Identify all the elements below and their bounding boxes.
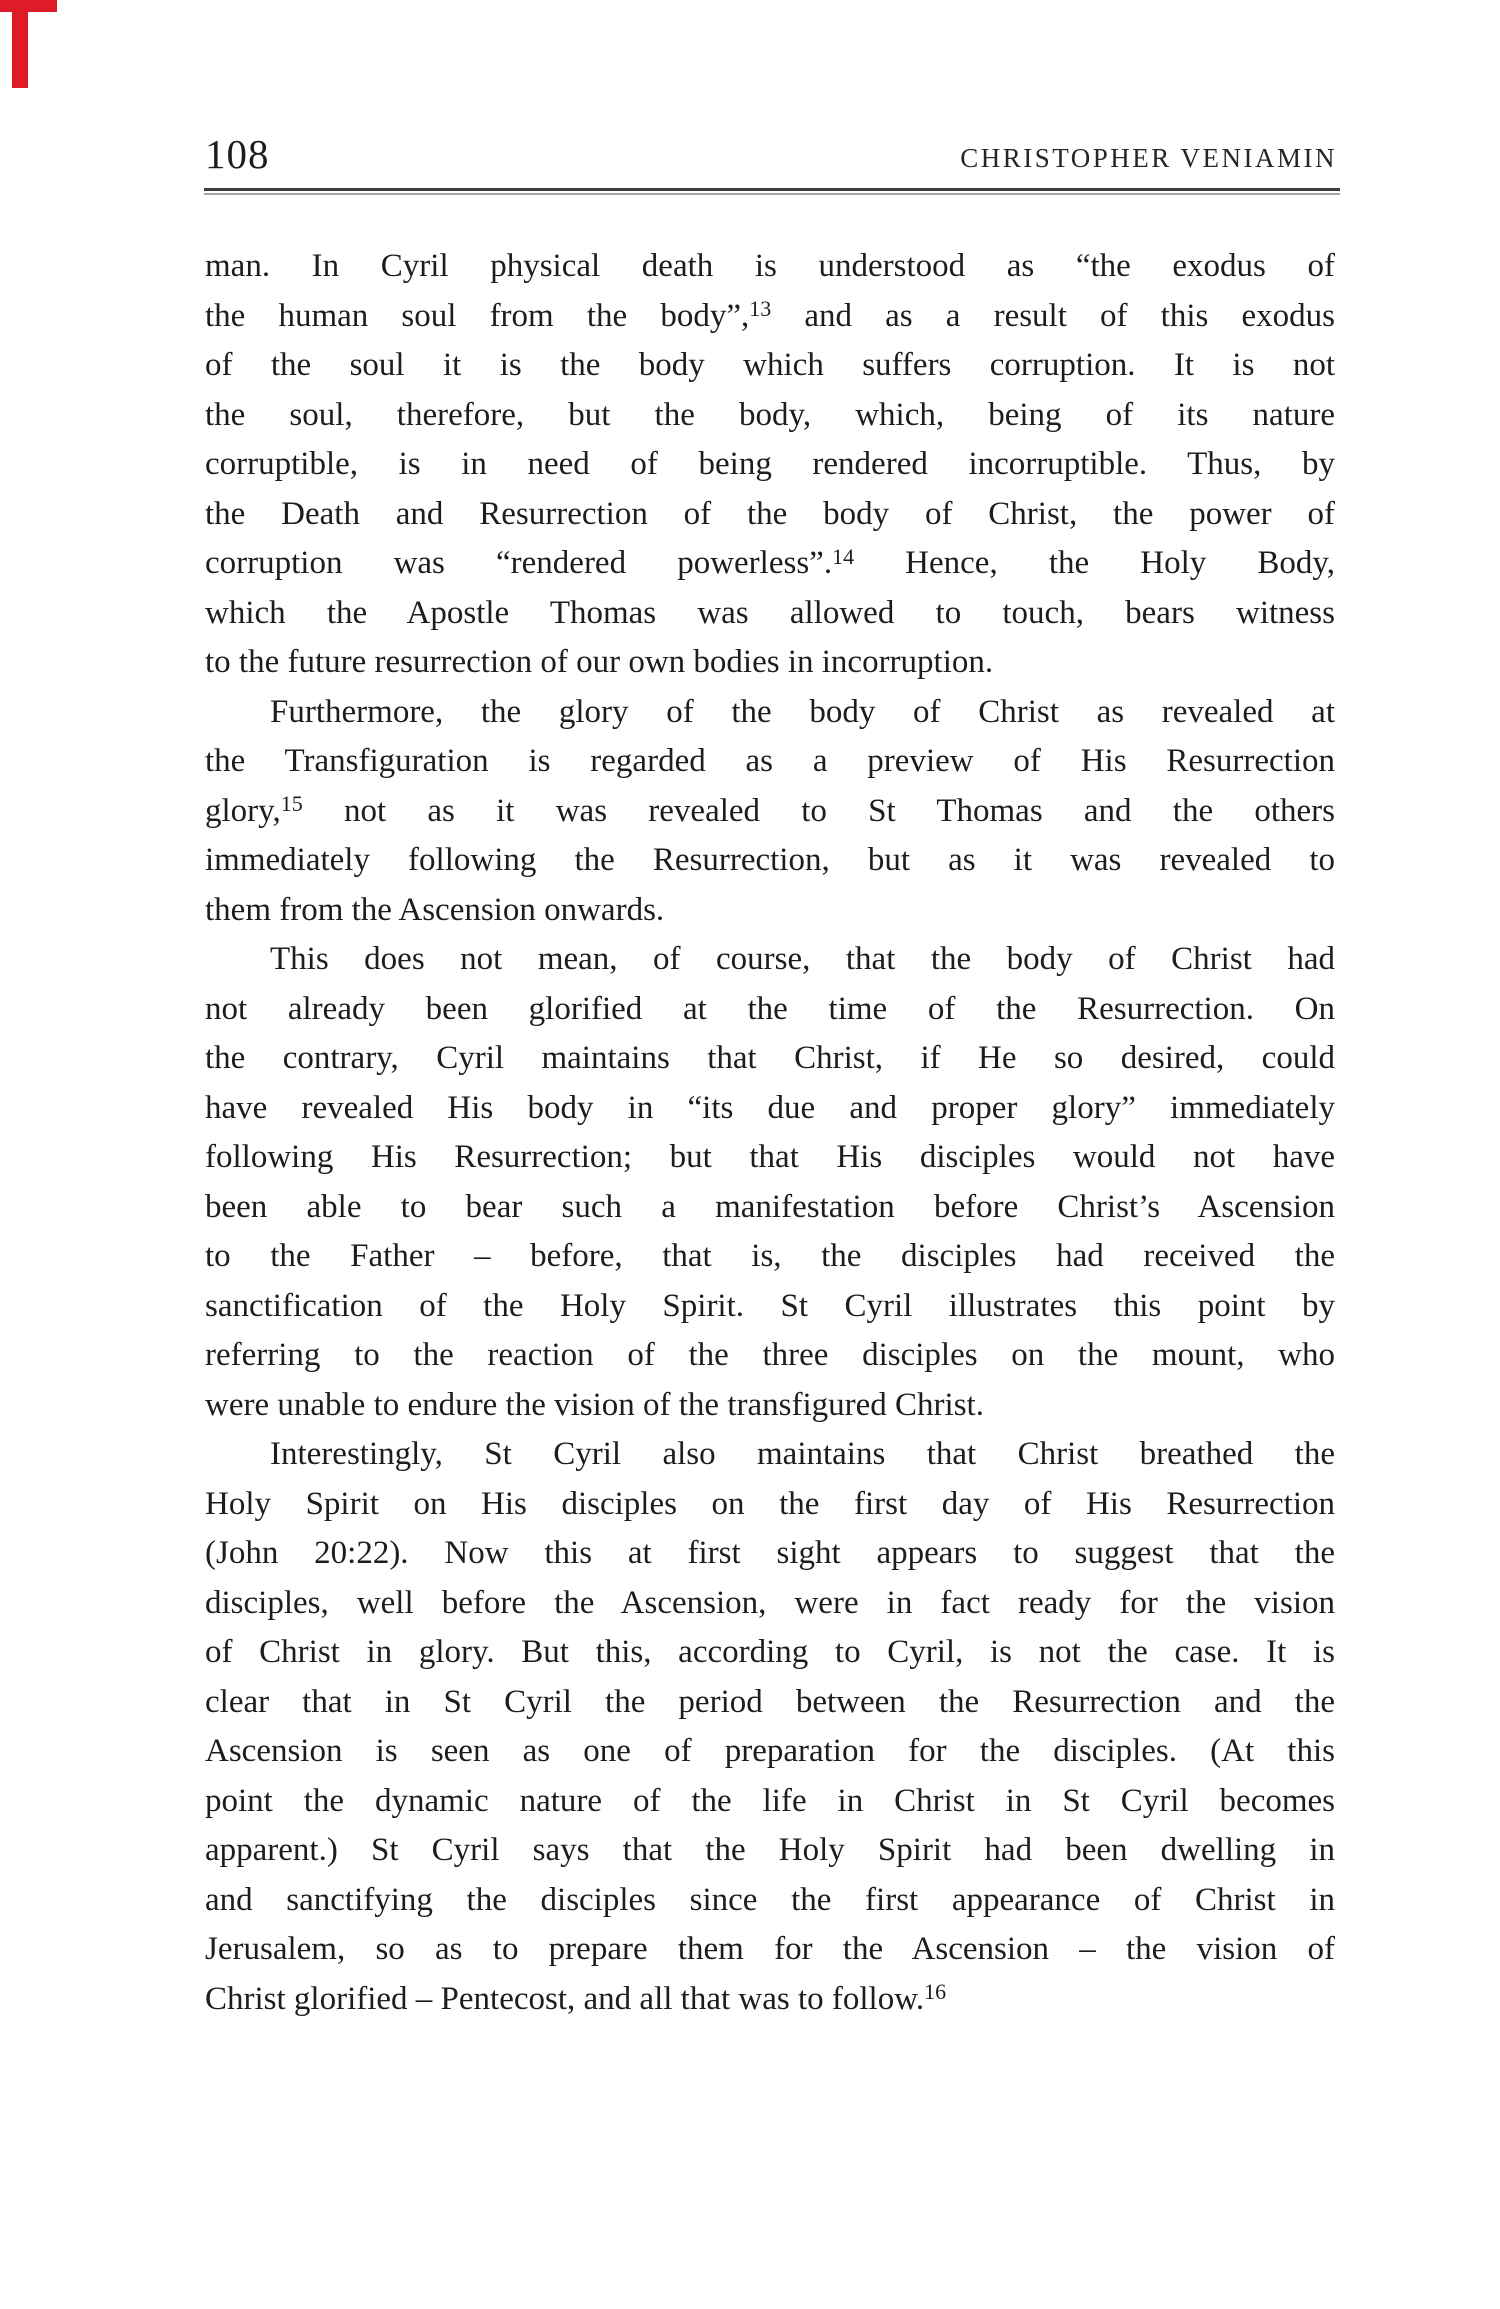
header-rule-light-line bbox=[204, 193, 1340, 195]
text-line: of the soul it is the body which suffers corruption. It is not bbox=[205, 347, 1335, 383]
text-line: (John 20:22). Now this at first sight appears to suggest that the bbox=[205, 1535, 1335, 1571]
footnote-ref: 13 bbox=[749, 296, 772, 322]
text-line: the human soul from the body”,$^{13}$ and as a result of this exodus bbox=[205, 296, 1335, 334]
page-header bbox=[205, 131, 1337, 177]
text-line: to the future resurrection of our own bodies in incorruption. bbox=[205, 644, 994, 680]
text-line: were unable to endure the vision of the transfigured Christ. bbox=[205, 1386, 984, 1423]
text-line: glory,$^{15}$ not as it was revealed to St Thomas and the others bbox=[205, 791, 1335, 829]
text-line: the Death and Resurrection of the body of Christ, the power of bbox=[205, 495, 1335, 532]
running-head: CHRISTOPHER VENIAMIN bbox=[960, 143, 1337, 173]
page-number: 108 bbox=[205, 131, 270, 177]
scan-mark-red-vertical bbox=[12, 0, 28, 88]
text-line: apparent.) St Cyril says that the Holy Spirit had been dwelling in bbox=[205, 1832, 1335, 1868]
text-line: Interestingly, St Cyril also maintains that Christ breathed the bbox=[270, 1436, 1335, 1472]
text-line: them from the Ascension onwards. bbox=[205, 891, 665, 928]
scan-mark-red-horizontal bbox=[0, 0, 57, 12]
text-line: disciples, well before the Ascension, were in fact ready for the vision bbox=[205, 1584, 1335, 1621]
text-line: Jerusalem, so as to prepare them for the Ascension – the vision of bbox=[205, 1931, 1335, 1967]
text-line: Christ glorified – Pentecost, and all that was to follow.$^{16}$ bbox=[205, 1979, 947, 2017]
text-line: the contrary, Cyril maintains that Christ, if He so desired, could bbox=[205, 1040, 1335, 1076]
text-line: and sanctifying the disciples since the first appearance of Christ in bbox=[205, 1881, 1335, 1918]
text-block bbox=[205, 242, 1335, 2024]
text-line: This does not mean, of course, that the body of Christ had bbox=[270, 941, 1335, 977]
text-line: point the dynamic nature of the life in Christ in St Cyril becomes bbox=[205, 1782, 1335, 1819]
text-line: man. In Cyril physical death is understood as “the exodus of bbox=[205, 248, 1335, 284]
text-line: immediately following the Resurrection, but as it was revealed to bbox=[205, 842, 1335, 878]
footnote-ref: 14 bbox=[832, 543, 855, 569]
footnote-ref: 15 bbox=[280, 791, 303, 817]
text-line: which the Apostle Thomas was allowed to touch, bears witness bbox=[205, 594, 1335, 631]
text-line: the Transfiguration is regarded as a preview of His Resurrection bbox=[205, 743, 1335, 779]
text-line: corruptible, is in need of being rendered incorruptible. Thus, by bbox=[205, 446, 1335, 482]
header-rule-dark-line bbox=[204, 188, 1340, 191]
text-line: to the Father – before, that is, the disciples had received the bbox=[205, 1238, 1335, 1274]
text-line: following His Resurrection; but that His disciples would not have bbox=[205, 1139, 1335, 1175]
text-line: referring to the reaction of the three disciples on the mount, who bbox=[205, 1337, 1335, 1373]
text-line: have revealed His body in “its due and proper glory” immediately bbox=[205, 1089, 1335, 1126]
text-line: corruption was “rendered powerless”.$^{14}$ Hence, the Holy Body, bbox=[205, 543, 1335, 581]
footnote-ref: 16 bbox=[924, 1979, 947, 2005]
text-line: been able to bear such a manifestation before Christ’s Ascension bbox=[205, 1188, 1335, 1225]
text-line: sanctification of the Holy Spirit. St Cyril illustrates this point by bbox=[205, 1287, 1335, 1324]
text-line: of Christ in glory. But this, according to Cyril, is not the case. It is bbox=[205, 1634, 1335, 1670]
text-line: not already been glorified at the time of the Resurrection. On bbox=[205, 990, 1335, 1027]
text-line: Furthermore, the glory of the body of Christ as revealed at bbox=[270, 693, 1335, 730]
text-line: clear that in St Cyril the period between the Resurrection and the bbox=[205, 1683, 1335, 1720]
text-line: Holy Spirit on His disciples on the first day of His Resurrection bbox=[205, 1485, 1335, 1522]
header-rule bbox=[204, 188, 1340, 195]
text-line: the soul, therefore, but the body, which, being of its nature bbox=[205, 396, 1335, 433]
text-line: Ascension is seen as one of preparation for the disciples. (At this bbox=[205, 1733, 1335, 1769]
